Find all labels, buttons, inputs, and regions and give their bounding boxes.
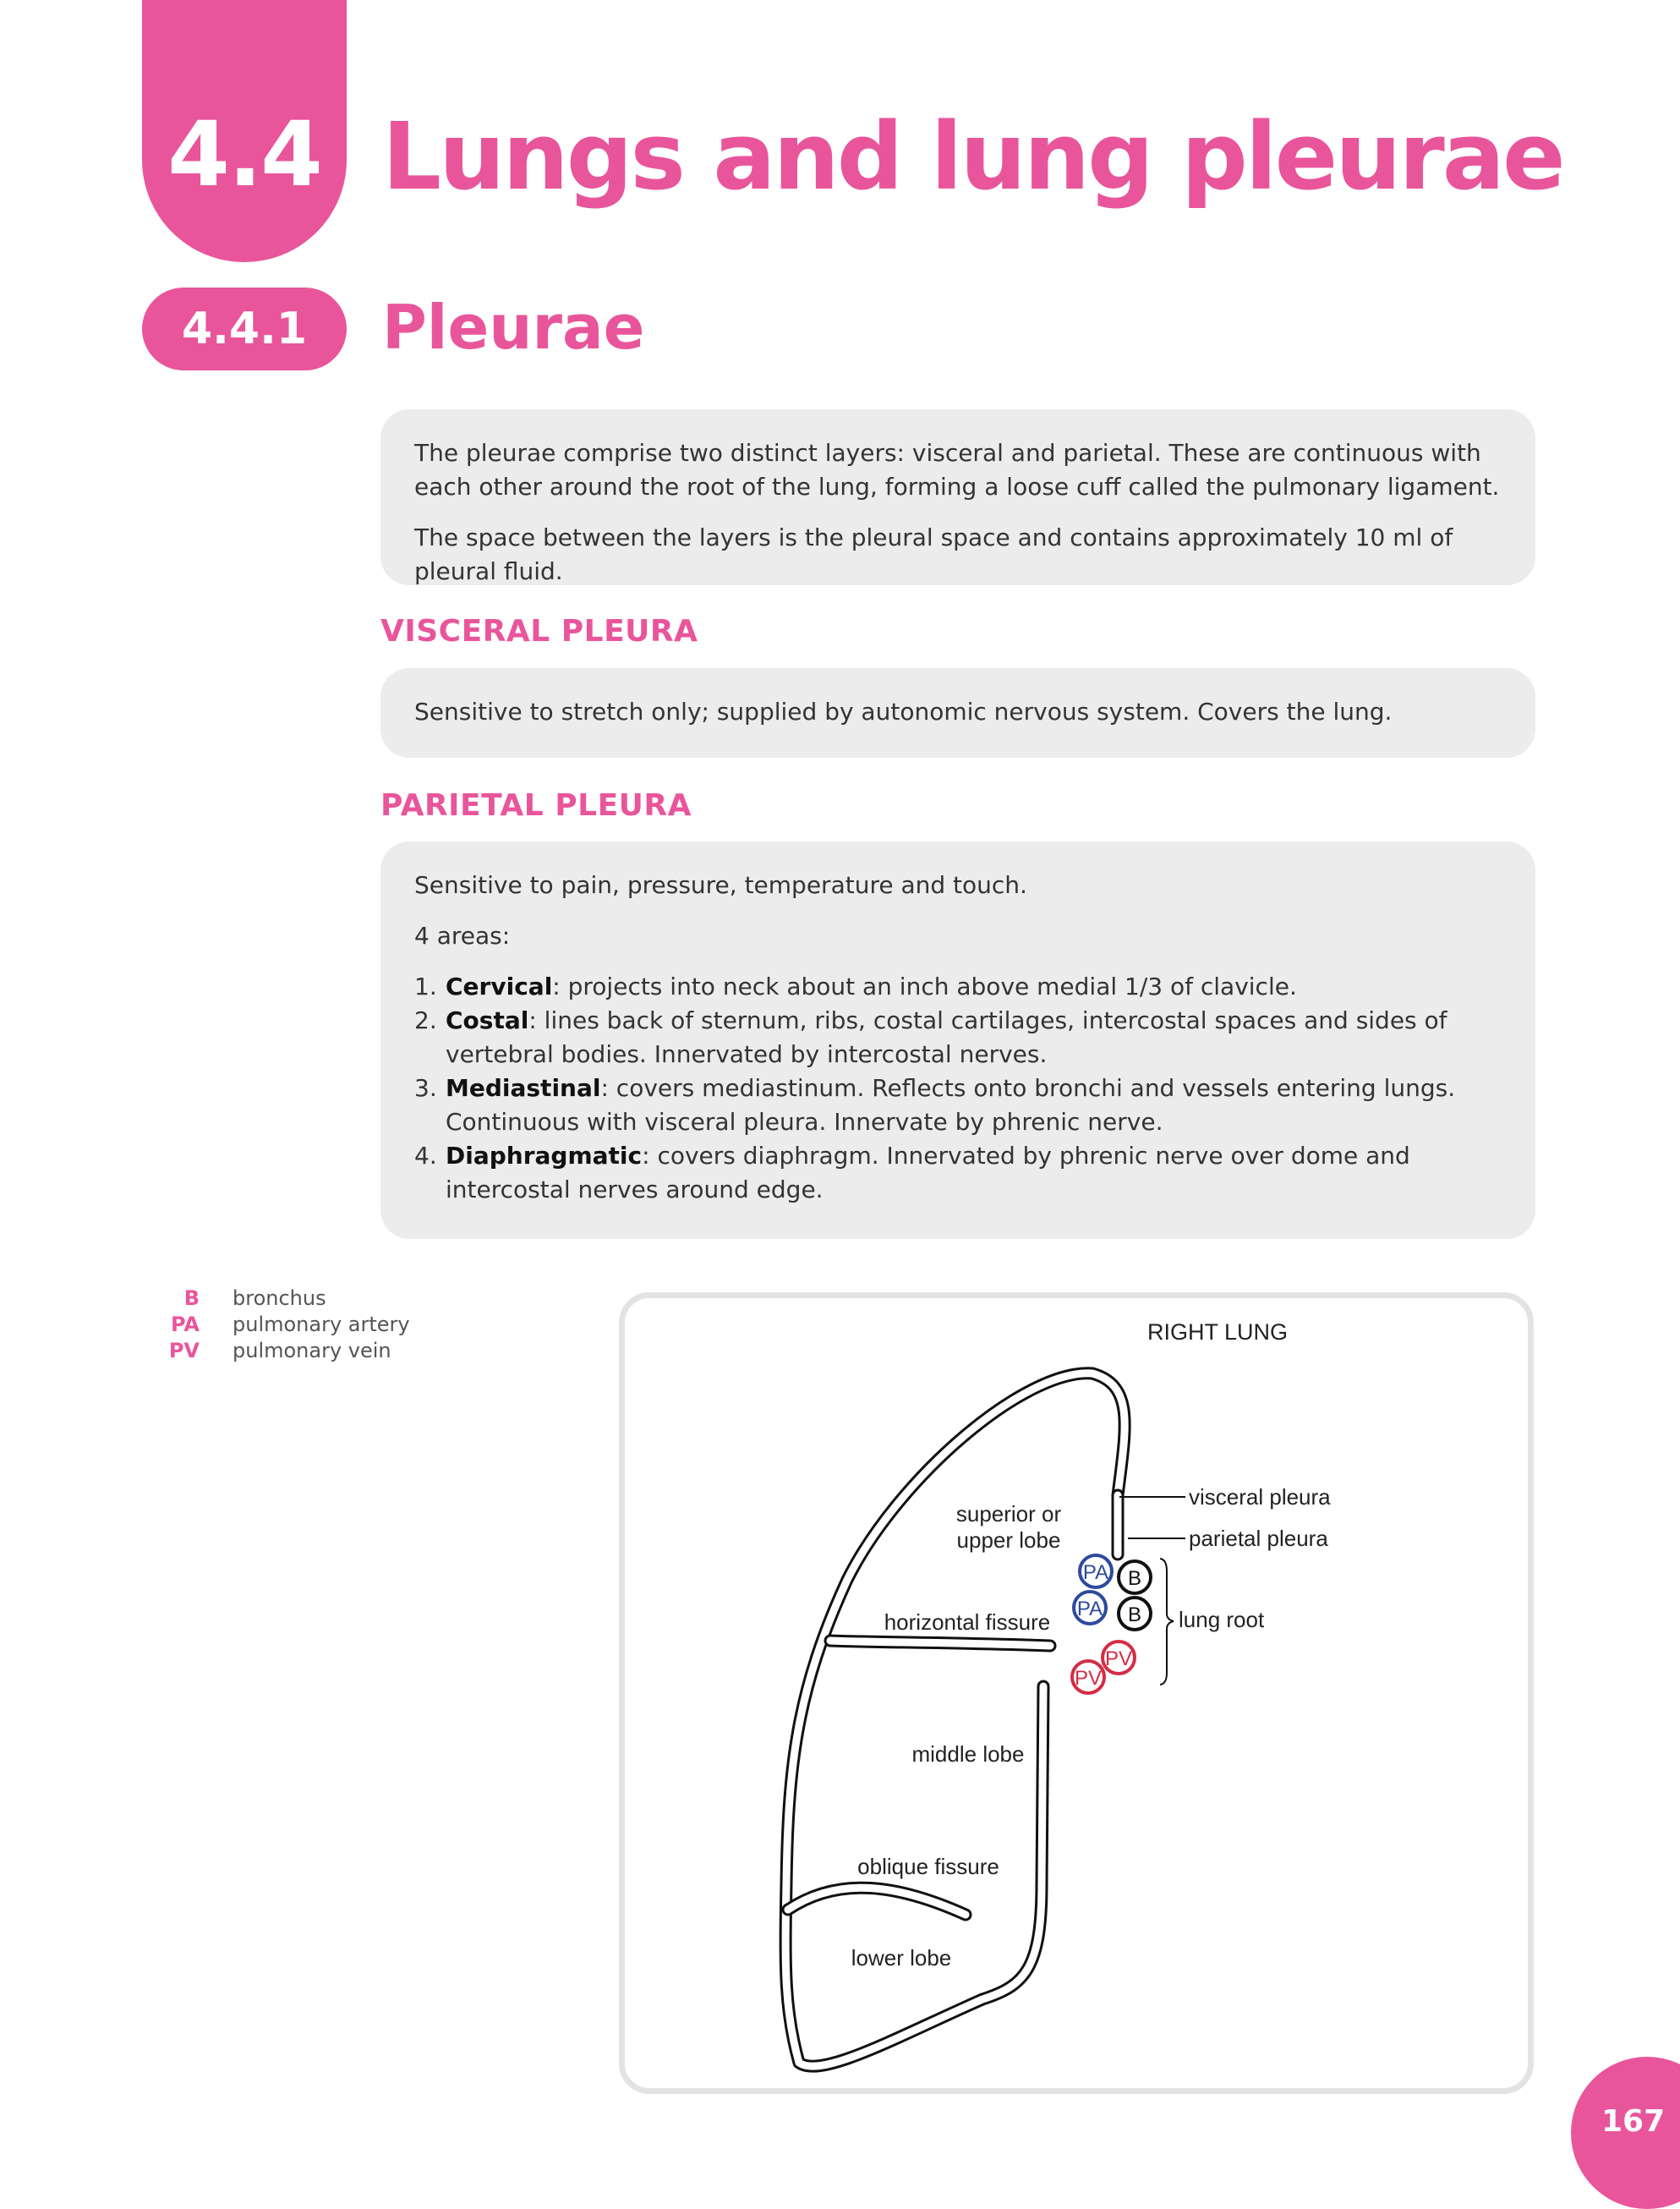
parietal-box bbox=[380, 841, 1535, 1239]
root-vessels bbox=[1072, 1555, 1151, 1693]
legend-row: PA pulmonary artery bbox=[171, 1313, 410, 1336]
list-item: 4. Diaphragmatic: covers diaphragm. Innervated by phrenic nerve over dome and intercostal nerves around edge. bbox=[414, 1142, 1410, 1203]
legend-row: PV pulmonary vein bbox=[168, 1339, 391, 1362]
visceral-pleura-label: visceral pleura bbox=[1189, 1484, 1331, 1510]
legend-row: B bronchus bbox=[183, 1286, 326, 1310]
parietal-pleura-label: parietal pleura bbox=[1189, 1526, 1328, 1551]
lung-root-label: lung root bbox=[1179, 1607, 1265, 1632]
middle-lobe-label: middle lobe bbox=[911, 1741, 1025, 1767]
horizontal-fissure-label: horizontal fissure bbox=[884, 1609, 1051, 1635]
svg-text:PA: PA bbox=[1082, 1561, 1109, 1584]
svg-text:B: B bbox=[1127, 1567, 1142, 1590]
parietal-paragraph-1: Sensitive to pain, pressure, temperature and touch. bbox=[414, 871, 1027, 899]
visceral-text: Sensitive to stretch only; supplied by autonomic nervous system. Covers the lung. bbox=[414, 698, 1393, 726]
subsection-number: 4.4.1 bbox=[142, 288, 347, 370]
visceral-heading: VISCERAL PLEURA bbox=[380, 614, 698, 649]
lower-lobe-label: lower lobe bbox=[851, 1945, 952, 1971]
list-item: 3. Mediastinal: covers mediastinum. Reflects onto bronchi and vessels entering lungs. Continuous with visceral pleura. Innervate by phrenic nerve. bbox=[414, 1074, 1456, 1136]
parietal-heading: PARIETAL PLEURA bbox=[380, 788, 692, 823]
page-number-badge bbox=[1571, 2057, 1680, 2209]
abbreviation-legend bbox=[152, 1285, 410, 1364]
list-item: 1. Cervical: projects into neck about an inch above medial 1/3 of clavicle. bbox=[414, 973, 1297, 1000]
intro-paragraph-1: The pleurae comprise two distinct layers: visceral and parietal. These are continuous with each other around the root of the lung, forming a loose cuff called the pulmonary ligament. bbox=[414, 439, 1500, 501]
section-number: 4.4 bbox=[167, 102, 321, 206]
subsection-title: Pleurae bbox=[382, 292, 645, 363]
section-title: Lungs and lung pleurae bbox=[382, 102, 1563, 211]
lung-root-brace bbox=[1160, 1559, 1174, 1685]
parietal-areas-list bbox=[414, 970, 1502, 1207]
svg-text:PV: PV bbox=[1074, 1667, 1103, 1690]
parietal-paragraph-2: 4 areas: bbox=[414, 922, 511, 950]
page-number: 167 bbox=[1601, 2104, 1666, 2139]
upper-lobe-label: upper lobe bbox=[956, 1527, 1061, 1553]
lung-outline bbox=[785, 1373, 1125, 2066]
right-lung-diagram bbox=[619, 1292, 1534, 2094]
svg-text:B: B bbox=[1127, 1603, 1142, 1626]
upper-lobe-label: superior or bbox=[955, 1501, 1062, 1527]
svg-text:PA: PA bbox=[1076, 1598, 1103, 1620]
intro-paragraph-2: The space between the layers is the pleural space and contains approximately 10 ml of pleural fluid. bbox=[414, 523, 1453, 585]
list-item: 2. Costal: lines back of sternum, ribs, costal cartilages, intercostal spaces and sides of vertebral bodies. Innervated by intercostal nerves. bbox=[414, 1006, 1447, 1068]
svg-text:PV: PV bbox=[1104, 1647, 1133, 1670]
visceral-box bbox=[380, 668, 1535, 758]
intro-box bbox=[380, 409, 1535, 585]
oblique-fissure-label: oblique fissure bbox=[857, 1854, 999, 1879]
diagram-title: RIGHT LUNG bbox=[1146, 1319, 1289, 1345]
